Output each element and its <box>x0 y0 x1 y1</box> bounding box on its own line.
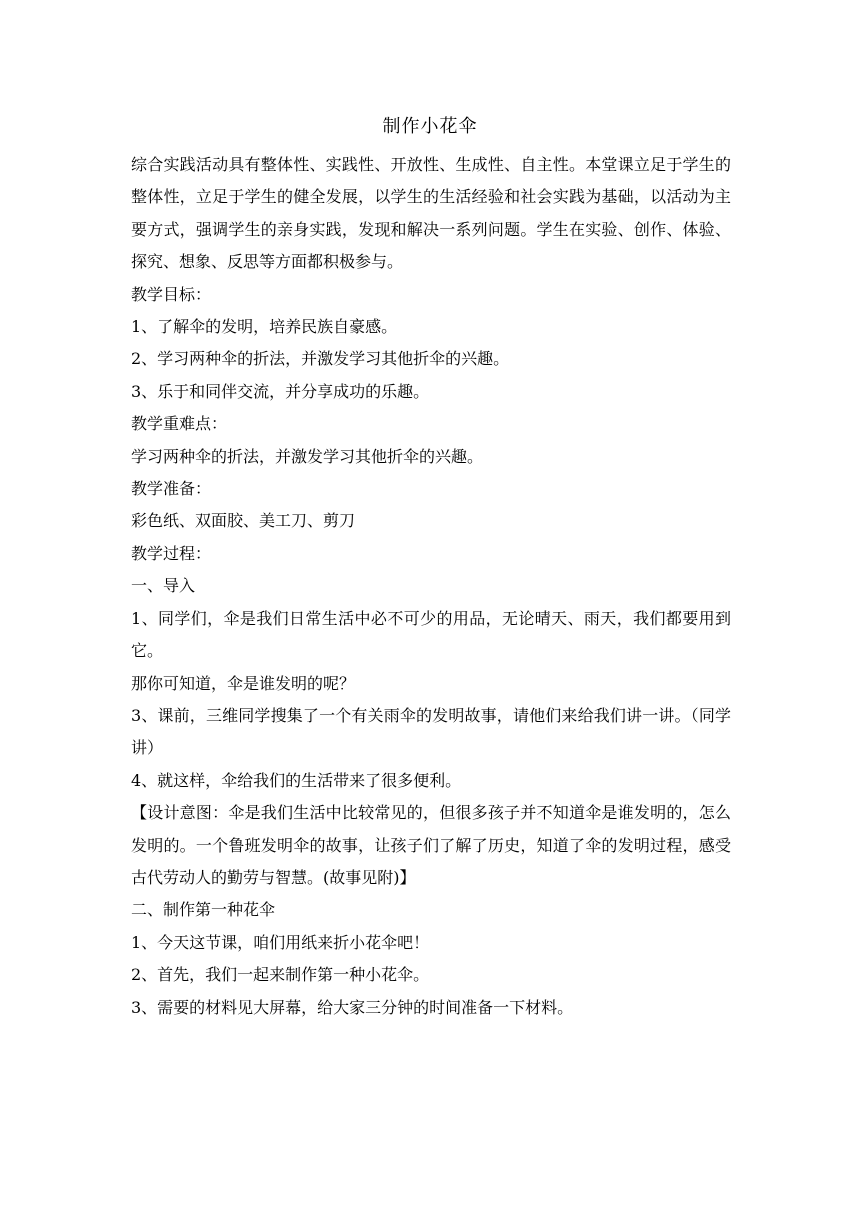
first-umbrella-step-3: 3、需要的材料见大屏幕，给大家三分钟的时间准备一下材料。 <box>131 997 574 1017</box>
heading-process: 教学过程： <box>131 543 212 563</box>
goal-item-1: 1、了解伞的发明，培养民族自豪感。 <box>131 317 398 337</box>
paragraph-intro: 综合实践活动具有整体性、实践性、开放性、生成性、自主性。本堂课立足于学生的整体性，立足于学生的健全发展，以学生的生活经验和社会实践为基础，以活动为主要方式，强调学生的亲身实践，发现和解决一系列问题。学生在实验、创作、体验、探究、想象、反思等方面都积极参与。 <box>131 155 731 272</box>
first-umbrella-step-1: 1、今天这节课，咱们用纸来折小花伞吧！ <box>131 932 430 952</box>
preparation-text: 彩色纸、双面胶、美工刀、剪刀 <box>131 511 356 531</box>
heading-teaching-goals: 教学目标： <box>131 284 212 304</box>
section-first-umbrella-heading: 二、制作第一种花伞 <box>131 900 276 920</box>
first-umbrella-step-2: 2、首先，我们一起来制作第一种小花伞。 <box>131 965 430 985</box>
heading-preparation: 教学准备： <box>131 479 212 499</box>
key-points-text: 学习两种伞的折法，并激发学习其他折伞的兴趣。 <box>131 446 484 466</box>
goal-item-3: 3、乐于和同伴交流，并分享成功的乐趣。 <box>131 381 430 401</box>
document-title: 制作小花伞 <box>382 116 478 137</box>
heading-key-points: 教学重难点： <box>131 414 228 434</box>
design-intent: 【设计意图：伞是我们生活中比较常见的，但很多孩子并不知道伞是谁发明的，怎么发明的。一个鲁班发明伞的故事，让孩子们了解了历史，知道了伞的发明过程，感受古代劳动人的勤劳与智慧。(故事见附)】 <box>131 803 731 887</box>
goal-item-2: 2、学习两种伞的折法，并激发学习其他折伞的兴趣。 <box>131 349 510 369</box>
document-body <box>131 149 731 1024</box>
process-item-3: 3、课前，三维同学搜集了一个有关雨伞的发明故事，请他们来给我们讲一讲。（同学讲） <box>131 705 731 758</box>
section-intro-heading: 一、导入 <box>131 576 196 596</box>
process-item-4: 4、就这样，伞给我们的生活带来了很多便利。 <box>131 770 462 790</box>
process-question: 那你可知道，伞是谁发明的呢？ <box>131 673 356 693</box>
process-item-1: 1、同学们，伞是我们日常生活中必不可少的用品，无论晴天、雨天，我们都要用到它。 <box>131 608 731 661</box>
